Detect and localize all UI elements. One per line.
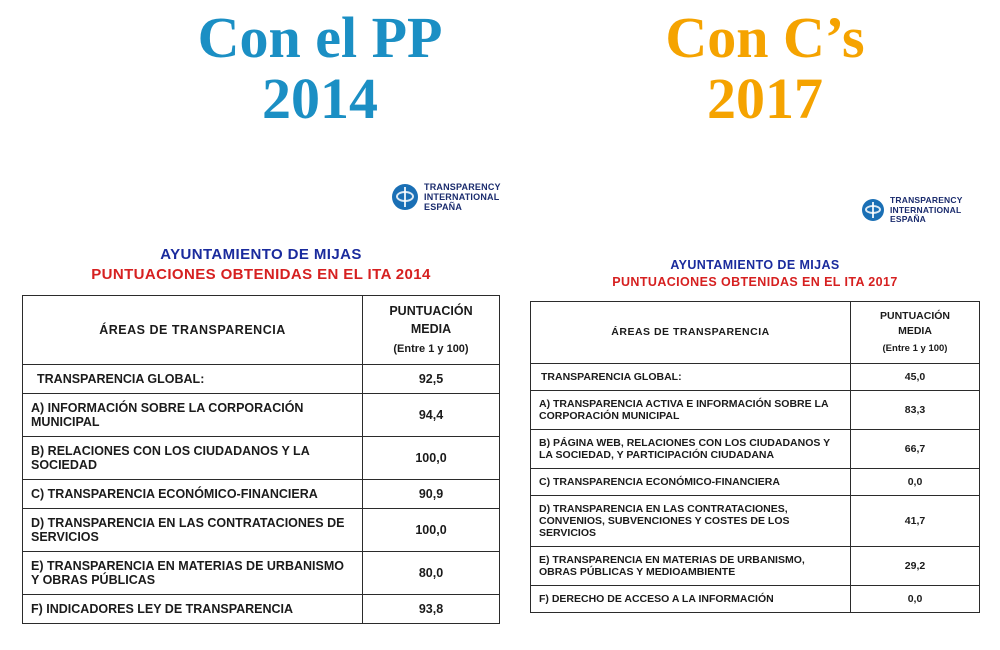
column-header-score-sub: (Entre 1 y 100) [882, 343, 948, 355]
globe-icon [392, 184, 418, 210]
column-header-areas: ÁREAS DE TRANSPARENCIA [23, 296, 363, 365]
row-area-label: A) INFORMACIÓN SOBRE LA CORPORACIÓN MUNICIPAL [23, 394, 363, 437]
table-row [23, 480, 500, 509]
row-area-label: A) TRANSPARENCIA ACTIVA E INFORMACIÓN SOBRE LA CORPORACIÓN MUNICIPAL [531, 390, 851, 429]
panel-title-line1: AYUNTAMIENTO DE MIJAS [670, 258, 840, 272]
column-header-score-line1: PUNTUACIÓN [880, 310, 950, 322]
headline-right-line2: 2017 [707, 65, 823, 131]
table-row [23, 509, 500, 552]
row-area-label: TRANSPARENCIA GLOBAL: [531, 363, 851, 390]
column-header-score-line2: MEDIA [410, 321, 452, 336]
table-row [531, 585, 980, 612]
column-header-score-line1: PUNTUACIÓN [389, 304, 473, 318]
headline-right [600, 5, 930, 131]
row-area-label: E) TRANSPARENCIA EN MATERIAS DE URBANISMO, OBRAS PÚBLICAS Y MEDIOAMBIENTE [531, 546, 851, 585]
table-row [531, 495, 980, 546]
table-row [531, 363, 980, 390]
globe-icon [862, 199, 884, 221]
row-score-value: 0,0 [851, 585, 980, 612]
row-area-label: F) INDICADORES LEY DE TRANSPARENCIA [23, 595, 363, 624]
column-header-areas: ÁREAS DE TRANSPARENCIA [531, 302, 851, 364]
row-area-label: D) TRANSPARENCIA EN LAS CONTRATACIONES, CONVENIOS, SUBVENCIONES Y COSTES DE LOS SERVICIOS [531, 495, 851, 546]
table-row [23, 394, 500, 437]
table-row [531, 468, 980, 495]
row-score-value: 29,2 [851, 546, 980, 585]
panel-title-line2: PUNTUACIONES OBTENIDAS EN EL ITA 2017 [612, 275, 898, 289]
logo-line3: ESPAÑA [424, 202, 463, 213]
table-header-row [531, 302, 980, 364]
table-row [23, 437, 500, 480]
logo-line3: ESPAÑA [890, 214, 926, 225]
table-row [531, 429, 980, 468]
logo-text-right [890, 196, 963, 225]
row-area-label: F) DERECHO DE ACCESO A LA INFORMACIÓN [531, 585, 851, 612]
headline-left-line2: 2014 [262, 65, 378, 131]
headline-right-line1: Con C’s [665, 5, 865, 70]
headline-left [110, 5, 530, 131]
row-score-value: 93,8 [363, 595, 500, 624]
table-header-row [23, 296, 500, 365]
row-score-value: 100,0 [363, 509, 500, 552]
panel-title-2014 [22, 246, 500, 283]
column-header-score-line2: MEDIA [898, 324, 932, 337]
row-area-label: D) TRANSPARENCIA EN LAS CONTRATACIONES DE SERVICIOS [23, 509, 363, 552]
table-row [531, 546, 980, 585]
logo-text-left [424, 182, 501, 212]
row-score-value: 83,3 [851, 390, 980, 429]
logo-line1: TRANSPARENCY [890, 195, 963, 205]
score-table-2014 [22, 295, 500, 624]
logo-line2: INTERNATIONAL [890, 204, 962, 215]
panel-ita-2014 [22, 246, 500, 624]
row-score-value: 94,4 [363, 394, 500, 437]
row-score-value: 90,9 [363, 480, 500, 509]
row-score-value: 66,7 [851, 429, 980, 468]
row-score-value: 0,0 [851, 468, 980, 495]
column-header-score [363, 296, 500, 365]
table-row [23, 595, 500, 624]
row-score-value: 41,7 [851, 495, 980, 546]
table-row [531, 390, 980, 429]
row-area-label: B) RELACIONES CON LOS CIUDADANOS Y LA SOCIEDAD [23, 437, 363, 480]
row-area-label: C) TRANSPARENCIA ECONÓMICO-FINANCIERA [531, 468, 851, 495]
row-area-label: C) TRANSPARENCIA ECONÓMICO-FINANCIERA [23, 480, 363, 509]
panel-title-2017 [530, 258, 980, 289]
column-header-score-sub: (Entre 1 y 100) [393, 343, 469, 355]
table-row [23, 365, 500, 394]
table-row [23, 552, 500, 595]
column-header-score [851, 302, 980, 364]
logo-line2: INTERNATIONAL [424, 192, 500, 203]
logo-line1: TRANSPARENCY [424, 182, 501, 192]
panel-title-line1: AYUNTAMIENTO DE MIJAS [160, 246, 362, 263]
transparency-international-logo-left [392, 182, 501, 212]
row-score-value: 100,0 [363, 437, 500, 480]
score-table-2017 [530, 301, 980, 613]
panel-ita-2017 [530, 258, 980, 613]
row-score-value: 45,0 [851, 363, 980, 390]
row-score-value: 92,5 [363, 365, 500, 394]
headline-left-line1: Con el PP [197, 5, 443, 70]
row-area-label: B) PÁGINA WEB, RELACIONES CON LOS CIUDADANOS Y LA SOCIEDAD, Y PARTICIPACIÓN CIUDADANA [531, 429, 851, 468]
row-score-value: 80,0 [363, 552, 500, 595]
row-area-label: E) TRANSPARENCIA EN MATERIAS DE URBANISMO Y OBRAS PÚBLICAS [23, 552, 363, 595]
row-area-label: TRANSPARENCIA GLOBAL: [23, 365, 363, 394]
panel-title-line2: PUNTUACIONES OBTENIDAS EN EL ITA 2014 [91, 266, 431, 283]
transparency-international-logo-right [862, 196, 963, 225]
